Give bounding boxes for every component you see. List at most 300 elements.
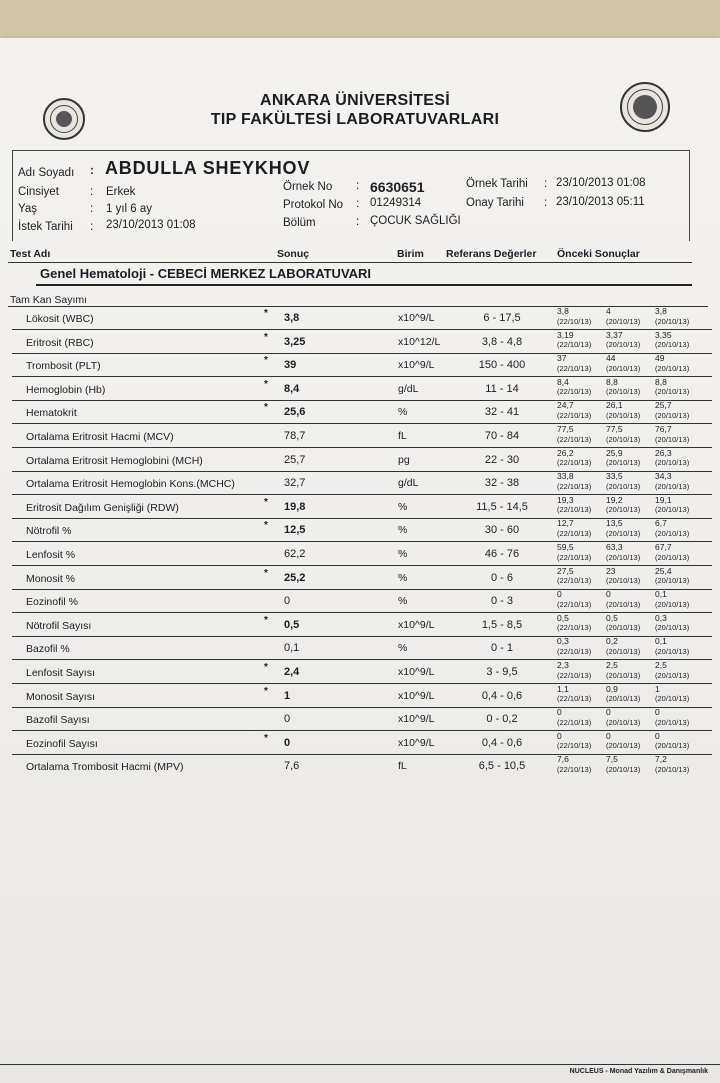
previous-result — [606, 307, 656, 326]
reference-range: 32 - 41 — [484, 406, 520, 419]
previous-value: 0,5 — [606, 612, 618, 623]
previous-result — [655, 614, 705, 633]
colon: : — [544, 197, 548, 209]
test-unit: x10^9/L — [398, 359, 435, 372]
previous-date: (20/10/13) — [655, 340, 690, 350]
previous-result — [557, 732, 607, 751]
previous-result — [655, 378, 705, 397]
test-result: 0,1 — [284, 642, 300, 655]
previous-result — [655, 590, 705, 609]
test-result: 0 — [284, 713, 291, 726]
reference-range: 0 - 6 — [490, 571, 513, 584]
protocol-no: 01249314 — [370, 197, 422, 209]
reference-range: 0 - 1 — [490, 642, 513, 655]
test-result: 25,7 — [284, 453, 306, 466]
abnormal-flag: * — [264, 614, 268, 626]
previous-value: 77,5 — [606, 424, 623, 434]
previous-value: 3,8 — [557, 306, 569, 316]
previous-date: (20/10/13) — [606, 576, 641, 586]
test-name: Lenfosit % — [26, 549, 76, 561]
previous-value: 26,3 — [655, 447, 672, 458]
previous-result — [606, 401, 656, 420]
table-row — [12, 377, 712, 401]
reference-range: 30 - 60 — [484, 524, 520, 537]
previous-date: (20/10/13) — [606, 552, 641, 562]
reference-range: 0 - 3 — [490, 595, 513, 608]
previous-date: (20/10/13) — [655, 623, 690, 633]
previous-result — [557, 496, 607, 515]
previous-result — [606, 637, 656, 656]
previous-value: 3,8 — [655, 306, 667, 316]
previous-value: 0,1 — [655, 589, 667, 600]
col-test-name: Test Adı — [10, 248, 51, 260]
previous-date: (20/10/13) — [606, 434, 641, 444]
test-result: 62,2 — [284, 548, 306, 560]
age-label: Yaş — [18, 203, 37, 215]
test-result: 25,2 — [284, 571, 306, 584]
colon: : — [544, 178, 548, 190]
previous-result — [557, 614, 607, 633]
previous-date: (20/10/13) — [606, 481, 641, 491]
test-unit: x10^12/L — [398, 335, 441, 348]
previous-result — [655, 708, 705, 727]
test-unit: x10^9/L — [398, 666, 435, 678]
previous-value: 0 — [606, 707, 611, 718]
previous-date: (20/10/13) — [606, 646, 641, 656]
previous-value: 2,5 — [655, 660, 667, 670]
previous-result — [557, 590, 607, 609]
previous-date: (20/10/13) — [655, 670, 690, 680]
reference-range: 46 - 76 — [484, 548, 520, 560]
footer-divider — [0, 1064, 720, 1065]
previous-date: (20/10/13) — [606, 717, 641, 727]
colon: : — [90, 221, 94, 233]
sex-label: Cinsiyet — [18, 186, 59, 198]
previous-result — [655, 755, 705, 774]
test-result: 3,25 — [284, 335, 306, 348]
colon: : — [356, 180, 360, 192]
previous-result — [557, 401, 607, 420]
previous-value: 0 — [557, 707, 562, 718]
previous-value: 8,4 — [557, 376, 569, 387]
reference-range: 11,5 - 14,5 — [476, 500, 528, 513]
reference-range: 0 - 0,2 — [486, 713, 518, 726]
previous-date: (22/10/13) — [557, 741, 592, 751]
previous-result — [557, 637, 607, 656]
test-result: 1 — [284, 689, 291, 702]
previous-date: (20/10/13) — [606, 505, 641, 515]
previous-result — [655, 472, 705, 491]
previous-date: (20/10/13) — [606, 599, 641, 609]
test-result: 7,6 — [284, 760, 300, 773]
test-name: Eozinofil % — [26, 596, 78, 609]
previous-date: (22/10/13) — [557, 599, 592, 609]
reference-range: 6,5 - 10,5 — [478, 760, 526, 773]
previous-value: 0 — [655, 707, 660, 718]
test-name: Nötrofil % — [26, 525, 72, 538]
sample-date-label: Örnek Tarihi — [466, 178, 528, 190]
previous-value: 25,9 — [606, 447, 623, 458]
previous-value: 49 — [655, 353, 665, 364]
previous-value: 77,5 — [557, 424, 574, 434]
previous-result — [655, 661, 705, 680]
test-unit: x10^9/L — [398, 689, 435, 702]
section-divider — [36, 284, 692, 286]
colon: : — [90, 203, 94, 215]
footer-text: NUCLEUS - Monad Yazılım & Danışmanlık — [569, 1068, 708, 1075]
previous-value: 0 — [655, 730, 660, 741]
previous-result — [606, 472, 656, 491]
previous-value: 24,7 — [557, 400, 574, 411]
patient-sex: Erkek — [106, 186, 136, 198]
table-row — [12, 589, 712, 613]
approval-date: 23/10/2013 05:11 — [556, 196, 645, 208]
previous-value: 3,19 — [557, 329, 574, 340]
section-title: Genel Hematoloji - CEBECİ MERKEZ LABORATUVARI — [40, 266, 372, 281]
previous-date: (22/10/13) — [557, 670, 592, 680]
test-unit: % — [398, 548, 408, 560]
previous-date: (22/10/13) — [557, 340, 592, 350]
test-result: 78,7 — [284, 430, 306, 442]
previous-result — [655, 449, 705, 468]
table-row — [12, 613, 712, 637]
previous-result — [655, 401, 705, 420]
previous-value: 7,6 — [557, 754, 569, 765]
table-row — [12, 542, 712, 566]
previous-date: (22/10/13) — [557, 623, 592, 633]
abnormal-flag: * — [264, 520, 268, 532]
previous-result — [557, 307, 607, 326]
previous-date: (20/10/13) — [655, 694, 690, 704]
reference-range: 3,8 - 4,8 — [481, 335, 523, 348]
previous-value: 0,5 — [557, 612, 569, 623]
previous-result — [606, 543, 656, 562]
previous-result — [606, 661, 656, 680]
test-unit: g/dL — [398, 382, 419, 395]
previous-date: (22/10/13) — [557, 717, 592, 727]
previous-result — [557, 755, 607, 774]
table-row — [12, 731, 712, 755]
sample-date: 23/10/2013 01:08 — [556, 177, 646, 189]
previous-result — [557, 331, 607, 350]
test-name: Hematokrit — [26, 407, 77, 420]
previous-result — [606, 685, 656, 704]
test-name: Ortalama Eritrosit Hemoglobini (MCH) — [26, 454, 203, 467]
previous-date: (22/10/13) — [557, 481, 592, 491]
university-seal-icon — [43, 98, 85, 140]
previous-value: 26,2 — [557, 447, 574, 458]
test-unit: g/dL — [398, 477, 419, 490]
reference-range: 0,4 - 0,6 — [481, 689, 523, 702]
previous-date: (20/10/13) — [655, 505, 690, 515]
previous-date: (20/10/13) — [655, 576, 690, 586]
test-result: 0,5 — [284, 618, 300, 631]
previous-value: 7,5 — [606, 754, 618, 765]
previous-result — [655, 685, 705, 704]
abnormal-flag: * — [264, 402, 268, 414]
previous-result — [557, 685, 607, 704]
previous-value: 37 — [557, 353, 567, 364]
previous-value: 34,3 — [655, 471, 672, 482]
test-name: Eritrosit Dağılım Genişliği (RDW) — [26, 501, 179, 514]
previous-date: (20/10/13) — [606, 528, 641, 538]
test-name: Ortalama Trombosit Hacmi (MPV) — [26, 761, 184, 774]
abnormal-flag: * — [264, 662, 268, 673]
previous-result — [655, 732, 705, 751]
previous-date: (20/10/13) — [655, 552, 690, 562]
previous-value: 63,3 — [606, 542, 623, 552]
table-row — [12, 566, 712, 590]
reference-range: 70 - 84 — [484, 430, 520, 442]
test-unit: x10^9/L — [398, 312, 435, 324]
previous-result — [606, 755, 656, 774]
reference-range: 1,5 - 8,5 — [481, 618, 523, 631]
department-label: Bölüm — [283, 217, 316, 229]
previous-value: 0 — [557, 730, 562, 741]
faculty-seal-icon — [620, 82, 670, 132]
previous-value: 2,5 — [606, 660, 618, 670]
test-unit: % — [398, 500, 408, 513]
previous-result — [655, 496, 705, 515]
table-row — [12, 448, 712, 472]
previous-result — [557, 425, 607, 444]
previous-value: 19,1 — [655, 494, 672, 505]
test-unit: x10^9/L — [398, 618, 435, 631]
table-row — [12, 306, 712, 330]
previous-date: (20/10/13) — [606, 623, 641, 633]
table-row — [12, 754, 712, 778]
previous-value: 0,3 — [557, 636, 569, 647]
previous-result — [606, 567, 656, 586]
protocol-no-label: Protokol No — [283, 199, 344, 211]
previous-result — [655, 519, 705, 538]
previous-value: 3,35 — [655, 329, 672, 340]
test-unit: % — [398, 406, 408, 419]
previous-value: 0,9 — [606, 683, 618, 694]
previous-value: 13,5 — [606, 518, 623, 529]
test-name: Ortalama Eritrosit Hacmi (MCV) — [26, 431, 174, 443]
test-name: Eozinofil Sayısı — [26, 737, 98, 750]
test-unit: fL — [398, 760, 407, 773]
previous-result — [606, 590, 656, 609]
test-name: Lökosit (WBC) — [26, 313, 94, 325]
previous-value: 1 — [655, 683, 660, 694]
previous-value: 0,2 — [606, 636, 618, 647]
sample-no-label: Örnek No — [283, 181, 333, 193]
table-row — [12, 330, 712, 354]
abnormal-flag: * — [264, 355, 268, 367]
previous-date: (20/10/13) — [655, 410, 690, 420]
previous-result — [606, 732, 656, 751]
test-result: 2,4 — [284, 666, 300, 678]
abnormal-flag: * — [264, 567, 268, 579]
table-row — [12, 471, 712, 495]
previous-date: (20/10/13) — [606, 741, 641, 751]
test-result: 25,6 — [284, 406, 306, 419]
previous-result — [606, 354, 656, 373]
previous-result — [557, 708, 607, 727]
test-name: Monosit Sayısı — [26, 690, 95, 703]
previous-date: (22/10/13) — [557, 316, 592, 326]
previous-result — [655, 567, 705, 586]
previous-value: 19,2 — [606, 494, 623, 505]
previous-value: 0,1 — [655, 636, 667, 647]
previous-value: 76,7 — [655, 424, 672, 434]
previous-date: (20/10/13) — [655, 717, 690, 727]
name-label: Adı Soyadı — [18, 167, 75, 179]
previous-result — [606, 425, 656, 444]
previous-value: 7,2 — [655, 754, 667, 765]
test-name: Nötrofil Sayısı — [26, 619, 92, 632]
test-name: Eritrosit (RBC) — [26, 336, 94, 349]
header-divider — [8, 262, 692, 263]
previous-date: (22/10/13) — [557, 694, 592, 704]
test-unit: fL — [398, 430, 407, 442]
table-row — [12, 400, 712, 424]
previous-date: (22/10/13) — [557, 646, 592, 656]
test-unit: x10^9/L — [398, 713, 435, 726]
test-name: Ortalama Eritrosit Hemoglobin Kons.(MCHC) — [26, 478, 235, 491]
previous-result — [557, 567, 607, 586]
previous-date: (20/10/13) — [655, 458, 690, 468]
colon: : — [90, 186, 94, 198]
previous-value: 8,8 — [606, 376, 618, 387]
abnormal-flag: * — [264, 308, 268, 319]
previous-date: (20/10/13) — [606, 410, 641, 420]
col-result: Sonuç — [277, 248, 310, 260]
previous-result — [557, 354, 607, 373]
previous-result — [655, 543, 705, 562]
reference-range: 150 - 400 — [478, 359, 526, 372]
request-date-label: İstek Tarihi — [18, 221, 73, 233]
table-row — [12, 660, 712, 684]
previous-value: 12,7 — [557, 518, 574, 529]
previous-result — [606, 449, 656, 468]
previous-value: 3,37 — [606, 329, 623, 340]
previous-result — [655, 637, 705, 656]
test-result: 0 — [284, 736, 291, 749]
previous-date: (20/10/13) — [606, 363, 641, 373]
request-date: 23/10/2013 01:08 — [106, 219, 196, 231]
test-unit: pg — [398, 453, 410, 466]
test-name: Trombosit (PLT) — [26, 360, 101, 373]
previous-date: (20/10/13) — [606, 458, 641, 468]
test-name: Bazofil Sayısı — [26, 714, 90, 727]
previous-result — [606, 331, 656, 350]
previous-date: (22/10/13) — [557, 363, 592, 373]
previous-value: 1,1 — [557, 683, 569, 694]
previous-date: (20/10/13) — [655, 741, 690, 751]
colon: : — [356, 198, 360, 210]
previous-date: (20/10/13) — [655, 528, 690, 538]
test-unit: % — [398, 595, 408, 608]
test-result: 32,7 — [284, 477, 306, 490]
subsection-title: Tam Kan Sayımı — [10, 294, 88, 306]
sample-no: 6630651 — [370, 179, 425, 195]
previous-date: (20/10/13) — [655, 363, 690, 373]
previous-result — [557, 378, 607, 397]
patient-age: 1 yıl 6 ay — [106, 203, 153, 215]
previous-result — [557, 449, 607, 468]
previous-value: 25,7 — [655, 400, 672, 411]
abnormal-flag: * — [264, 496, 268, 508]
previous-value: 44 — [606, 353, 616, 364]
test-name: Lenfosit Sayısı — [26, 667, 95, 679]
department: ÇOCUK SAĞLIĞI — [370, 215, 461, 227]
previous-date: (20/10/13) — [606, 316, 641, 326]
test-unit: % — [398, 642, 408, 655]
colon: : — [90, 165, 94, 177]
reference-range: 3 - 9,5 — [486, 666, 518, 678]
previous-value: 27,5 — [557, 565, 574, 576]
previous-date: (22/10/13) — [557, 434, 592, 444]
test-unit: % — [398, 571, 408, 584]
previous-date: (20/10/13) — [606, 764, 641, 774]
reference-range: 22 - 30 — [484, 453, 520, 466]
previous-date: (22/10/13) — [557, 410, 592, 420]
table-row — [12, 518, 712, 542]
previous-date: (20/10/13) — [655, 646, 690, 656]
abnormal-flag: * — [264, 685, 268, 697]
table-row — [12, 424, 712, 448]
previous-value: 0 — [606, 730, 611, 741]
previous-result — [606, 519, 656, 538]
previous-value: 19,3 — [557, 494, 574, 505]
previous-result — [655, 307, 705, 326]
col-reference: Referans Değerler — [446, 248, 537, 260]
previous-result — [655, 354, 705, 373]
previous-result — [557, 472, 607, 491]
col-unit: Birim — [397, 248, 424, 260]
approval-date-label: Onay Tarihi — [466, 197, 524, 209]
previous-result — [606, 496, 656, 515]
previous-date: (20/10/13) — [606, 694, 641, 704]
previous-value: 23 — [606, 565, 616, 576]
previous-date: (22/10/13) — [557, 576, 592, 586]
previous-value: 33,8 — [557, 471, 574, 482]
previous-result — [606, 378, 656, 397]
previous-value: 59,5 — [557, 542, 574, 552]
previous-value: 2,3 — [557, 660, 569, 670]
previous-date: (20/10/13) — [655, 764, 690, 774]
table-row — [12, 353, 712, 377]
abnormal-flag: * — [264, 331, 268, 343]
test-result: 19,8 — [284, 500, 306, 513]
previous-date: (22/10/13) — [557, 458, 592, 468]
previous-date: (20/10/13) — [606, 340, 641, 350]
previous-date: (22/10/13) — [557, 764, 592, 774]
reference-range: 32 - 38 — [484, 477, 520, 490]
patient-name: ABDULLA SHEYKHOV — [105, 158, 311, 178]
previous-value: 0,3 — [655, 612, 667, 623]
previous-value: 67,7 — [655, 542, 672, 552]
previous-result — [557, 661, 607, 680]
previous-value: 25,4 — [655, 565, 672, 576]
previous-value: 26,1 — [606, 400, 623, 411]
table-row — [12, 707, 712, 731]
previous-date: (20/10/13) — [655, 599, 690, 609]
table-row — [12, 636, 712, 660]
test-result: 0 — [284, 595, 291, 608]
previous-date: (20/10/13) — [606, 670, 641, 680]
previous-date: (20/10/13) — [655, 434, 690, 444]
previous-value: 33,5 — [606, 471, 623, 482]
previous-value: 4 — [606, 306, 611, 316]
previous-date: (20/10/13) — [655, 387, 690, 397]
previous-date: (22/10/13) — [557, 387, 592, 397]
test-result: 3,8 — [284, 312, 300, 324]
previous-result — [606, 614, 656, 633]
